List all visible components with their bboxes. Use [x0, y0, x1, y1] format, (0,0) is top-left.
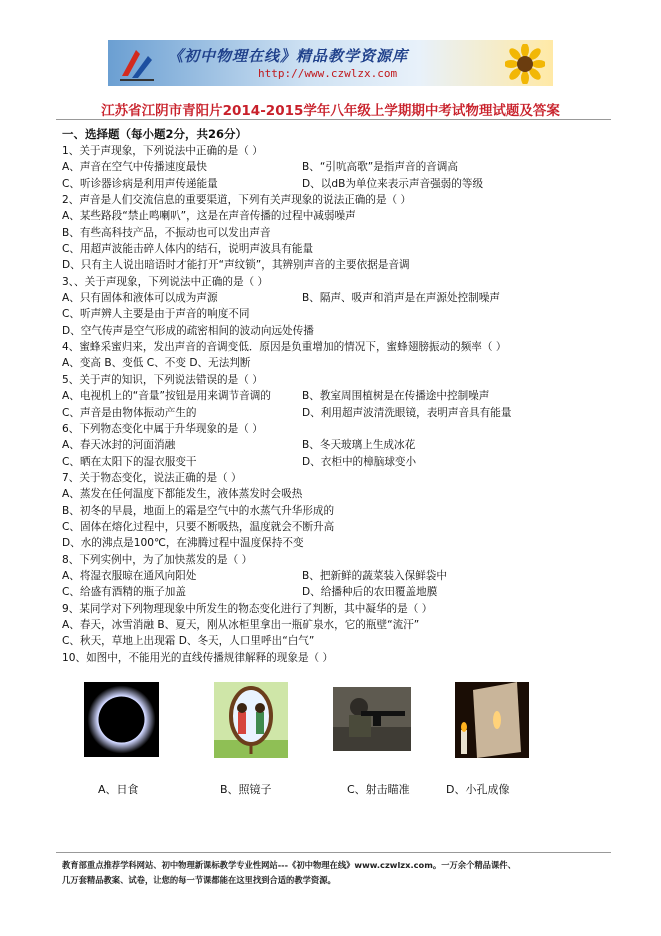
question-text: A、将湿衣服晾在通风向阳处 [62, 569, 197, 582]
caption-c: C、射击瞄准 [347, 783, 410, 796]
question-text: A、某些路段“禁止鸣喇叭”，这是在声音传播的过程中减弱噪声 [62, 210, 356, 223]
question-line [62, 159, 610, 175]
question-text: 3、、关于声现象，下列说法中正确的是（ ） [62, 275, 269, 288]
question-text: 2、声音是人们交流信息的重要渠道，下列有关声现象的说法正确的是（ ） [62, 194, 412, 207]
caption-b: B、照镜子 [220, 783, 272, 796]
question-line [62, 225, 610, 241]
footer-note [62, 858, 612, 888]
question-line [62, 633, 610, 649]
question-text: D、只有主人说出暗语时才能打开“声纹锁”，其辨别声音的主要依据是音调 [62, 259, 410, 272]
question-line [62, 192, 610, 208]
question-line [62, 257, 610, 273]
question-option: B、教室周围植树是在传播途中控制噪声 [302, 390, 490, 403]
title-divider [56, 119, 611, 120]
footer-divider [56, 852, 611, 853]
question-text: 1、关于声现象，下列说法中正确的是（ ） [62, 145, 263, 157]
question-line [62, 503, 610, 519]
question-option: B、隔声、吸声和消声是在声源处控制噪声 [302, 292, 500, 305]
question-option: D、衣柜中的樟脑球变小 [302, 455, 417, 468]
page-title: 江苏省江阴市青阳片2014-2015学年八年级上学期期中考试物理试题及答案 [101, 103, 560, 119]
caption-d: D、小孔成像 [446, 783, 510, 796]
header-banner [108, 40, 553, 86]
question-line [62, 405, 610, 421]
question-text: A、春天冰封的河面消融 [62, 439, 176, 452]
question-line [62, 339, 610, 355]
question-text: 7、关于物态变化，说法正确的是（ ） [62, 471, 242, 484]
caption-a: A、日食 [98, 783, 139, 796]
question-line [62, 519, 610, 535]
question-line [62, 584, 610, 600]
question-line [62, 568, 610, 584]
question-text: 9、某同学对下列物理现象中所发生的物态变化进行了判断，其中凝华的是（ ） [62, 602, 433, 615]
question-text: C、声音是由物体振动产生的 [62, 406, 197, 419]
question-text: A、变高 B、变低 C、不变 D、无法判断 [62, 357, 251, 370]
question-text: C、听诊器诊病是利用声传递能量 [62, 177, 218, 190]
question-line [62, 355, 610, 371]
question-text: D、空气传声是空气形成的疏密相间的波动向远处传播 [62, 324, 314, 337]
question-line [62, 486, 610, 502]
question-line [62, 372, 610, 388]
question-10-images [0, 682, 661, 762]
pinhole-image [455, 682, 529, 758]
question-text: A、电视机上的“音量”按钮是用来调节音调的 [62, 390, 271, 403]
shooting-aim-image [333, 687, 411, 751]
question-text: C、固体在熔化过程中，只要不断吸热，温度就会不断升高 [62, 520, 335, 533]
question-text: A、只有固体和液体可以成为声源 [62, 292, 218, 305]
question-line [62, 421, 610, 437]
question-line [62, 143, 610, 159]
question-text: 10、如图中，不能用光的直线传播规律解释的现象是（ ） [62, 651, 334, 664]
question-line [62, 535, 610, 551]
question-text: A、蒸发在任何温度下都能发生，液体蒸发时会吸热 [62, 488, 303, 501]
question-line [62, 274, 610, 290]
question-text: A、声音在空气中传播速度最快 [62, 161, 207, 174]
question-option: D、以dB为单位来表示声音强弱的等级 [302, 177, 484, 190]
banner-url: http://www.czwlzx.com [258, 67, 398, 80]
question-text: A、春天，冰雪消融 B、夏天，刚从冰柜里拿出一瓶矿泉水，它的瓶壁“流汗” [62, 618, 420, 631]
question-line [62, 437, 610, 453]
footer-line: 几万套精品教案、试卷，让您的每一节课都能在这里找到合适的教学资源。 [62, 875, 336, 885]
question-text: C、给盛有酒精的瓶子加盖 [62, 586, 186, 599]
solar-eclipse-image [84, 682, 159, 757]
question-line [62, 176, 610, 192]
question-line [62, 323, 610, 339]
banner-title: 《初中物理在线》精品教学资源库 [168, 47, 409, 65]
question-line [62, 601, 610, 617]
question-text: 8、下列实例中，为了加快蒸发的是（ ） [62, 553, 253, 566]
question-option: D、利用超声波清洗眼镜，表明声音具有能量 [302, 406, 512, 419]
question-line [62, 470, 610, 486]
question-line [62, 208, 610, 224]
question-line [62, 306, 610, 322]
question-text: B、有些高科技产品，不振动也可以发出声音 [62, 226, 271, 239]
question-text: C、听声辨人主要是由于声音的响度不同 [62, 308, 250, 321]
question-option: B、“引吭高歌”是指声音的音调高 [302, 161, 458, 174]
question-line [62, 552, 610, 568]
question-text: C、秋天，草地上出现霜 D、冬天，人口里呼出“白气” [62, 635, 315, 648]
question-text: C、晒在太阳下的湿衣服变干 [62, 455, 197, 468]
site-logo-icon [118, 46, 156, 82]
question-line [62, 617, 610, 633]
sunflower-icon [505, 44, 545, 84]
footer-line: 教育部重点推荐学科网站、初中物理新课标教学专业性网站---《初中物理在线》www.czwlzx.com。一万余个精品课件、 [62, 860, 516, 870]
question-text: C、用超声波能击碎人体内的结石，说明声波具有能量 [62, 243, 314, 256]
question-option: D、给播种后的农田覆盖地膜 [302, 586, 438, 599]
section-heading: 一、选择题（每小题2分，共26分） [62, 127, 248, 141]
question-line [62, 241, 610, 257]
question-text: B、初冬的早晨，地面上的霜是空气中的水蒸气升华形成的 [62, 504, 335, 517]
question-line [62, 388, 610, 404]
question-text: 5、关于声的知识，下列说法错误的是（ ） [62, 373, 263, 386]
question-text: 6、下列物态变化中属于升华现象的是（ ） [62, 422, 263, 435]
mirror-image [214, 682, 288, 758]
question-option: B、冬天玻璃上生成冰花 [302, 439, 416, 452]
question-line [62, 290, 610, 306]
question-text: 4、蜜蜂采蜜归来，发出声音的音调变低．原因是负重增加的情况下，蜜蜂翅膀振动的频率（ ） [62, 341, 507, 354]
question-line [62, 650, 610, 666]
question-text: D、水的沸点是100℃，在沸腾过程中温度保持不变 [62, 537, 304, 550]
question-option: B、把新鲜的蔬菜装入保鲜袋中 [302, 569, 447, 582]
question-line [62, 454, 610, 470]
question-list [62, 143, 610, 666]
